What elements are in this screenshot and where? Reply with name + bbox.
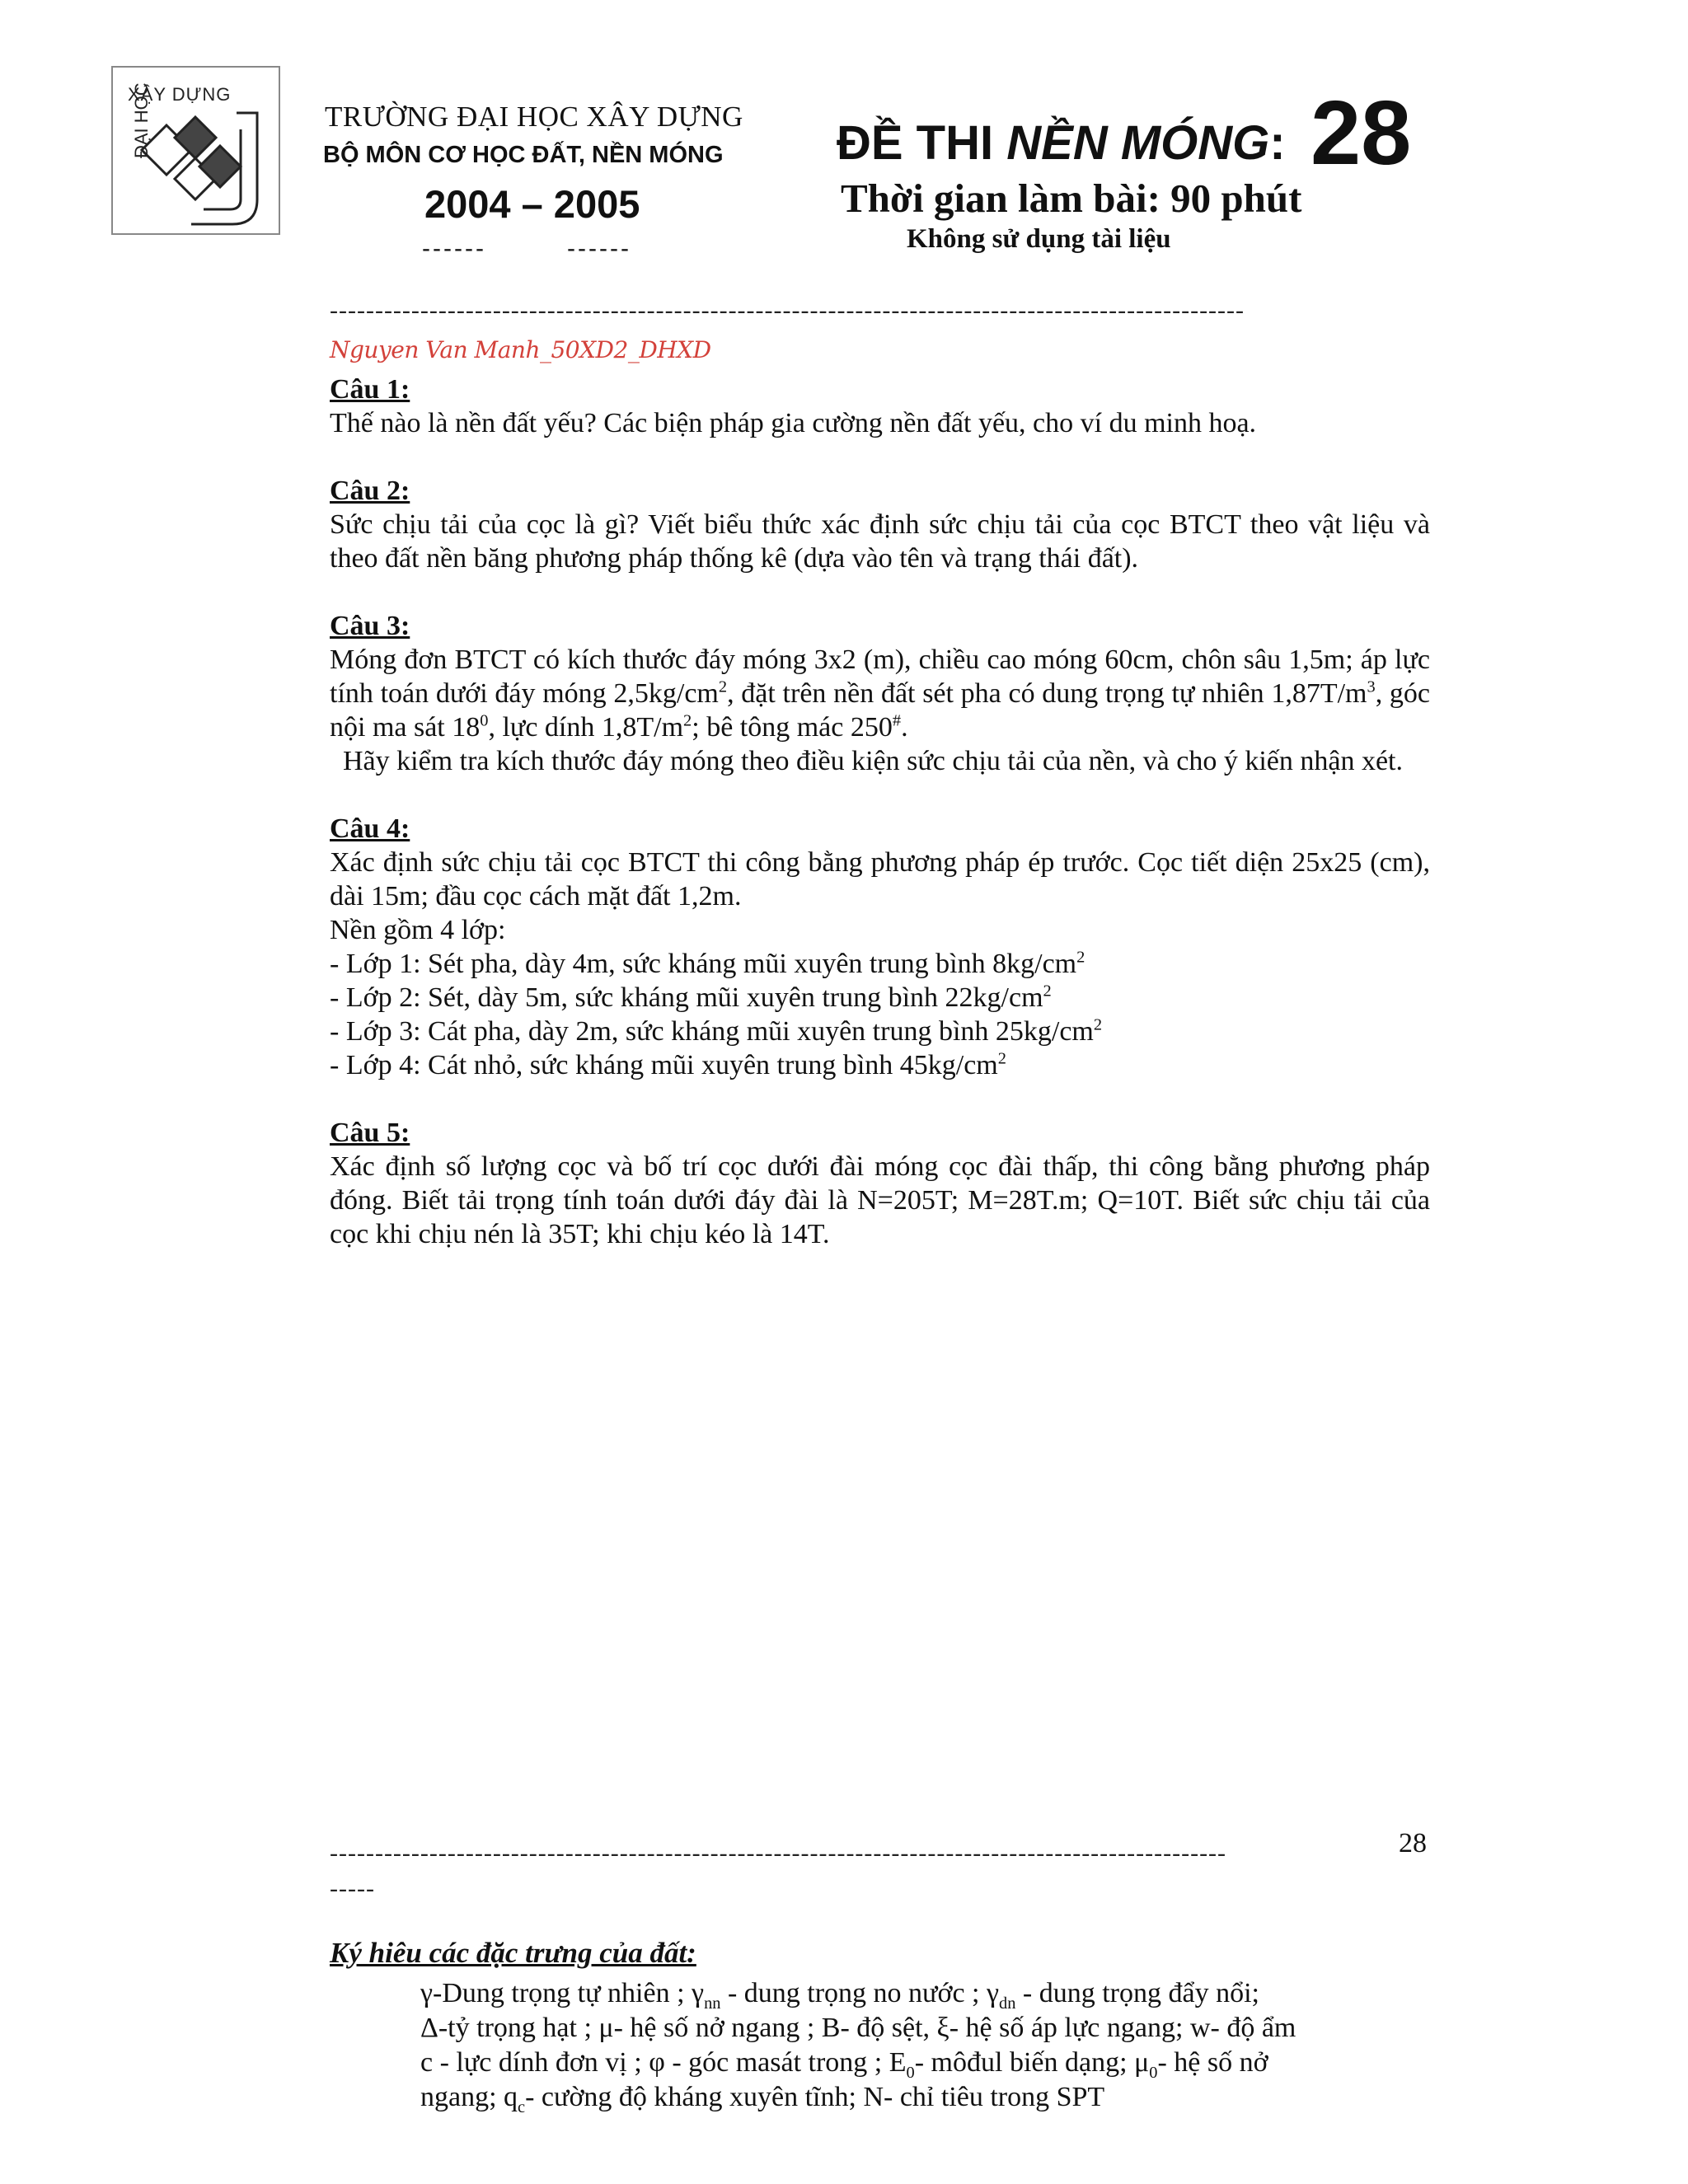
legend-3a: c - lực dính đơn vị ; φ - góc masát trong ; E [420,2047,907,2078]
exam-content [330,373,1430,1285]
q3-sup-a: 2 [718,677,728,696]
q3-text-b: , đặt trên nền đất sét pha có dung trọng tự nhiên 1,87T/m [727,678,1367,709]
layer-3-sup: 2 [1093,1015,1103,1034]
question-4-layer-3 [330,1015,1430,1048]
legend-line-4 [420,2080,1451,2115]
legend-1a: γ-Dung trọng tự nhiên ; γ [420,1978,705,2008]
legend-line-1 [420,1976,1451,2011]
q3-text-a: Móng đơn BTCT có kích thước đáy móng 3x2 (m), chiều cao móng 60cm, chôn sâu 1,5m; áp lực tính toán dưới đáy móng 2,5kg/cm [330,644,1430,709]
legend-4a-sub: c [518,2097,526,2116]
exam-title [837,115,1286,171]
question-1 [330,373,1430,440]
academic-years: 2004 – 2005 [424,182,640,226]
logo-emblem-icon [113,68,282,237]
question-3 [330,609,1430,778]
layer-1-sup: 2 [1076,948,1085,967]
legend-4a: ngang; q [420,2082,518,2112]
question-2-text: Sức chịu tải của cọc là gì? Viết biểu thức xác định sức chịu tải của cọc BTCT theo vật liệu và theo đất nền băng phương pháp thống kê (dựa vào tên và trạng thái đất). [330,509,1430,574]
legend-title: Ký hiêu các đặc trưng của đất: [330,1937,696,1969]
question-3-paragraph-1 [330,643,1430,744]
question-4-layer-4 [330,1048,1430,1082]
soil-symbols-legend [420,1976,1451,2115]
separator-top: ----------------------------------------------------------------------------------------------------- [330,297,1245,324]
separator-bottom-tail: ----- [330,1875,375,1902]
q3-text-c: , góc nội ma sát 18 [330,678,1430,743]
layer-2-text: - Lớp 2: Sét, dày 5m, sức kháng mũi xuyên trung bình 22kg/cm [330,982,1043,1013]
legend-3a-sub: 0 [906,2063,915,2082]
legend-4b: - cường độ kháng xuyên tĩnh; N- chỉ tiêu trong SPT [525,2082,1105,2112]
q3-sup-e: # [892,711,902,730]
question-4-title: Câu 4: [330,813,410,844]
header-dash-right: ------ [567,235,631,262]
legend-line-2: Δ-tỷ trọng hạt ; μ- hệ số nở ngang ; B- độ sệt, ξ- hệ số áp lực ngang; w- độ ẩm [420,2013,1296,2043]
question-2 [330,474,1430,575]
q3-sup-d: 2 [683,711,692,730]
legend-1b: - dung trọng no nước ; γ [720,1978,1000,2008]
exam-subject: NỀN MÓNG [1006,116,1270,170]
question-1-text: Thế nào là nền đất yếu? Các biện pháp gia cường nền đất yếu, cho ví du minh hoạ. [330,408,1257,438]
question-1-title: Câu 1: [330,374,410,405]
q3-text-f: . [901,712,908,743]
layer-3-text: - Lớp 3: Cát pha, dày 2m, sức kháng mũi xuyên trung bình 25kg/cm [330,1016,1094,1047]
legend-1b-sub: dn [999,1994,1016,2013]
layer-2-sup: 2 [1043,982,1052,1001]
layer-1-text: - Lớp 1: Sét pha, dày 4m, sức kháng mũi xuyên trung bình 8kg/cm [330,949,1077,979]
legend-3b-sub: 0 [1149,2063,1158,2082]
page-number: 28 [1399,1828,1427,1858]
q3-text-d: , lực dính 1,8T/m [488,712,684,743]
question-4 [330,812,1430,1082]
header-dash-left: ------ [422,235,486,262]
question-3-paragraph-2: Hãy kiểm tra kích thước đáy móng theo điều kiện sức chịu tải của nền, và cho ý kiến nhận xét. [343,746,1404,776]
q3-sup-c: 0 [480,711,489,730]
logo-side-text: ĐẠI HỌC [131,82,152,158]
exam-prefix: ĐỀ THI [837,116,994,170]
question-5-title: Câu 5: [330,1118,410,1148]
q3-sup-b: 3 [1367,677,1376,696]
legend-1a-sub: nn [704,1994,721,2013]
question-5 [330,1116,1430,1251]
legend-3c: - hệ số nở [1157,2047,1268,2078]
school-name: TRƯỜNG ĐẠI HỌC XÂY DỰNG [325,101,743,133]
layer-4-text: - Lớp 4: Cát nhỏ, sức kháng mũi xuyên trung bình 45kg/cm [330,1050,998,1080]
question-4-layer-1 [330,947,1430,981]
question-4-layers-intro: Nền gồm 4 lớp: [330,915,506,945]
university-logo [111,66,280,235]
question-3-title: Câu 3: [330,611,410,641]
department-name: BỘ MÔN CƠ HỌC ĐẤT, NỀN MÓNG [323,142,724,168]
legend-line-3 [420,2046,1451,2080]
exam-note: Không sử dụng tài liệu [907,224,1171,254]
question-4-text: Xác định sức chịu tải cọc BTCT thi công bằng phương pháp ép trước. Cọc tiết diện 25x25 (cm), dài 15m; đầu cọc cách mặt đất 1,2m. [330,847,1430,912]
q3-text-e: ; bê tông mác 250 [692,712,893,743]
question-5-text: Xác định số lượng cọc và bố trí cọc dưới đài móng cọc đài thấp, thi công bằng phương pháp đóng. Biết tải trọng tính toán dưới đáy đài là N=205T; M=28T.m; Q=10T. Biết sức chịu tải của cọc khi chịu nén là 35T; khi chịu kéo là 14T. [330,1151,1430,1249]
legend-1c: - dung trọng đẩy nổi; [1015,1978,1259,2008]
question-2-title: Câu 2: [330,476,410,506]
layer-4-sup: 2 [997,1049,1006,1068]
question-4-layer-2 [330,981,1430,1015]
exam-number: 28 [1311,82,1412,184]
exam-duration: Thời gian làm bài: 90 phút [841,176,1302,221]
separator-bottom: --------------------------------------------------------------------------------------------------- [330,1840,1227,1867]
logo-top-text: XÂY DỰNG [128,84,232,105]
exam-colon: : [1269,116,1286,170]
legend-3b: - môđul biến dạng; μ [914,2047,1150,2078]
author-signature: Nguyen Van Manh_50XD2_DHXD [330,336,711,363]
